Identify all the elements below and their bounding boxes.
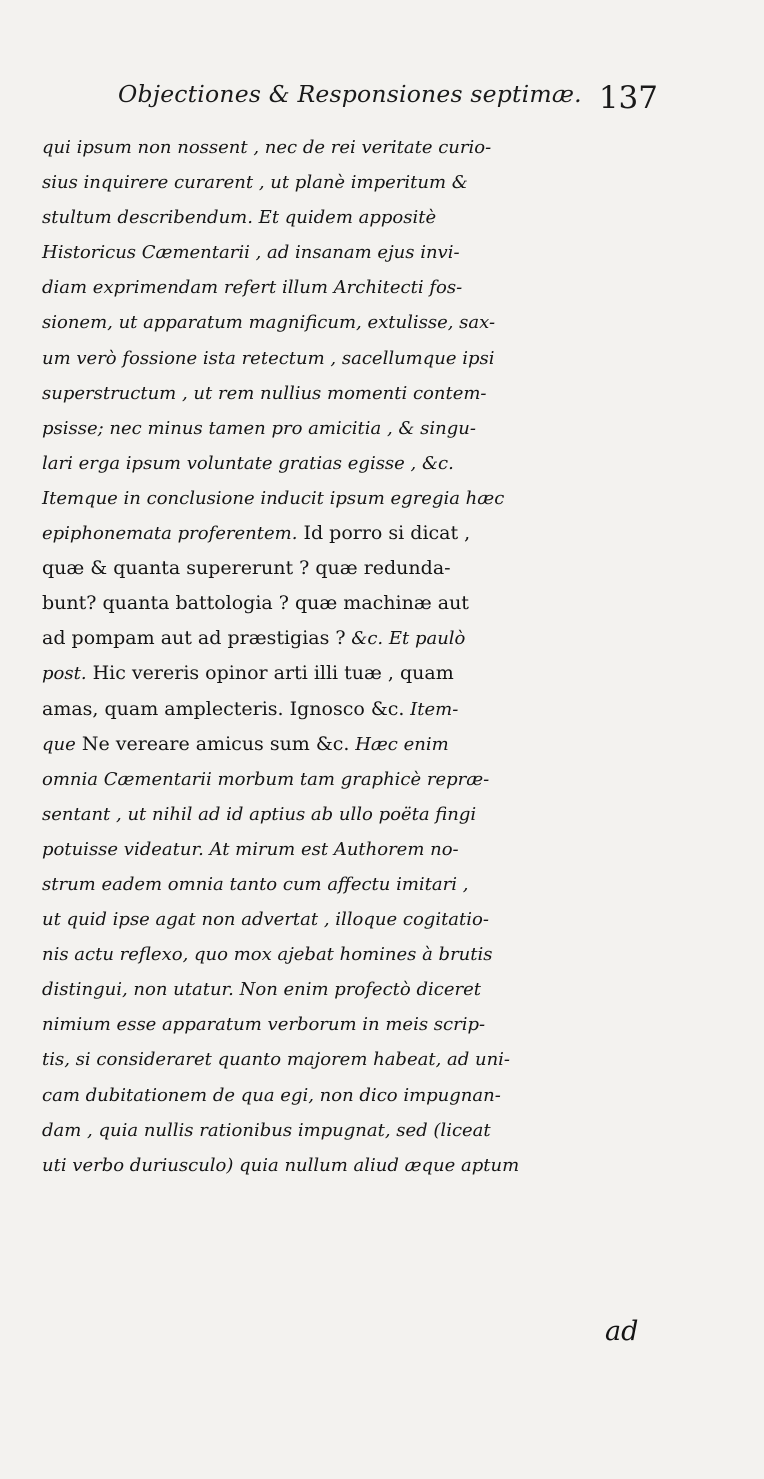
text-segment: bunt? quanta battologia ? quæ machinæ aut xyxy=(42,592,469,615)
text-segment: um verò fossione ista retectum , sacellumque ipsi xyxy=(42,347,495,369)
text-segment: psisse; nec minus tamen pro amicitia , & singu- xyxy=(42,417,476,439)
text-line xyxy=(42,165,682,200)
body-text xyxy=(42,130,682,1183)
text-segment: cam dubitationem de qua egi, non dico impugnan- xyxy=(42,1084,501,1106)
text-segment: dam , quia nullis rationibus impugnat, sed (liceat xyxy=(42,1119,491,1141)
text-line xyxy=(42,972,682,1007)
text-segment: potuisse videatur. At mirum est Authorem no- xyxy=(42,838,459,860)
page-number: 137 xyxy=(598,80,658,116)
text-line xyxy=(42,446,682,481)
text-line xyxy=(42,867,682,902)
text-line xyxy=(42,1078,682,1113)
page-header xyxy=(118,80,658,124)
text-segment: post. xyxy=(42,663,87,685)
text-segment: Hic vereris opinor arti illi tuæ , quam xyxy=(86,662,454,685)
text-line xyxy=(42,411,682,446)
text-line xyxy=(42,586,682,621)
text-line xyxy=(42,235,682,270)
text-line xyxy=(42,481,682,516)
text-segment: Hæc enim xyxy=(349,733,449,755)
text-segment: lari erga ipsum voluntate gratias egisse , &c. xyxy=(42,452,454,474)
text-segment: stultum describendum. Et quidem appositè xyxy=(42,207,437,229)
text-segment: quæ & quanta supererunt ? quæ redunda- xyxy=(42,557,451,580)
text-line xyxy=(42,902,682,937)
text-segment: nimium esse apparatum verborum in meis scrip- xyxy=(42,1014,486,1036)
text-segment: ut quid ipse agat non advertat , illoque cogitatio- xyxy=(42,909,489,931)
text-line xyxy=(42,305,682,340)
text-segment: Ne vereare amicus sum &c. xyxy=(75,732,350,755)
text-line xyxy=(42,1007,682,1042)
text-line xyxy=(42,1148,682,1183)
catchword: ad xyxy=(605,1316,639,1347)
text-segment: qui ipsum non nossent , nec de rei veritate curio- xyxy=(42,137,492,158)
text-line xyxy=(42,516,682,551)
text-line xyxy=(42,832,682,867)
text-segment: distingui, non utatur. Non enim profectò diceret xyxy=(42,979,481,1001)
text-line xyxy=(42,270,682,305)
text-segment: superstructum , ut rem nullius momenti contem- xyxy=(42,382,487,404)
text-segment: tis, si consideraret quanto majorem habeat, ad uni- xyxy=(42,1049,511,1071)
text-line xyxy=(42,656,682,691)
text-segment: epiphonemata proferentem. xyxy=(42,523,298,545)
text-segment: Item- xyxy=(404,698,459,720)
text-line xyxy=(42,130,682,165)
text-line xyxy=(42,692,682,727)
text-segment: Itemque in conclusione inducit ipsum egregia hæc xyxy=(42,487,505,509)
text-segment: nis actu reflexo, quo mox ajebat homines à brutis xyxy=(42,944,493,966)
text-line xyxy=(42,797,682,832)
text-segment: omnia Cæmentarii morbum tam graphicè repræ- xyxy=(42,768,490,790)
text-line xyxy=(42,1042,682,1077)
text-segment: sionem, ut apparatum magnificum, extulisse, sax- xyxy=(42,312,496,334)
text-segment: sentant , ut nihil ad id aptius ab ullo poëta fingi xyxy=(42,803,477,825)
text-segment: uti verbo duriusculo) quia nullum aliud æque aptum xyxy=(42,1154,520,1176)
text-line xyxy=(42,341,682,376)
text-line xyxy=(42,762,682,797)
text-segment: sius inquirere curarent , ut planè imperitum & xyxy=(42,172,468,194)
text-line xyxy=(42,621,682,656)
text-segment: amas, quam amplecteris. Ignosco &c. xyxy=(42,697,405,720)
text-segment: diam exprimendam refert illum Architecti fos- xyxy=(42,277,463,299)
text-segment: Historicus Cæmentarii , ad insanam ejus invi- xyxy=(42,242,460,264)
text-segment: ad pompam aut ad præstigias ? xyxy=(42,627,346,650)
text-segment: que xyxy=(42,733,76,755)
text-line xyxy=(42,727,682,762)
text-segment: &c. Et paulò xyxy=(345,628,466,650)
text-line xyxy=(42,376,682,411)
text-segment: strum eadem omnia tanto cum affectu imitari , xyxy=(42,873,469,895)
text-line xyxy=(42,1113,682,1148)
text-line xyxy=(42,937,682,972)
text-line xyxy=(42,200,682,235)
text-segment: Id porro si dicat , xyxy=(297,522,471,545)
running-title: Objectiones & Responsiones septimæ. xyxy=(118,80,582,108)
text-line xyxy=(42,551,682,586)
